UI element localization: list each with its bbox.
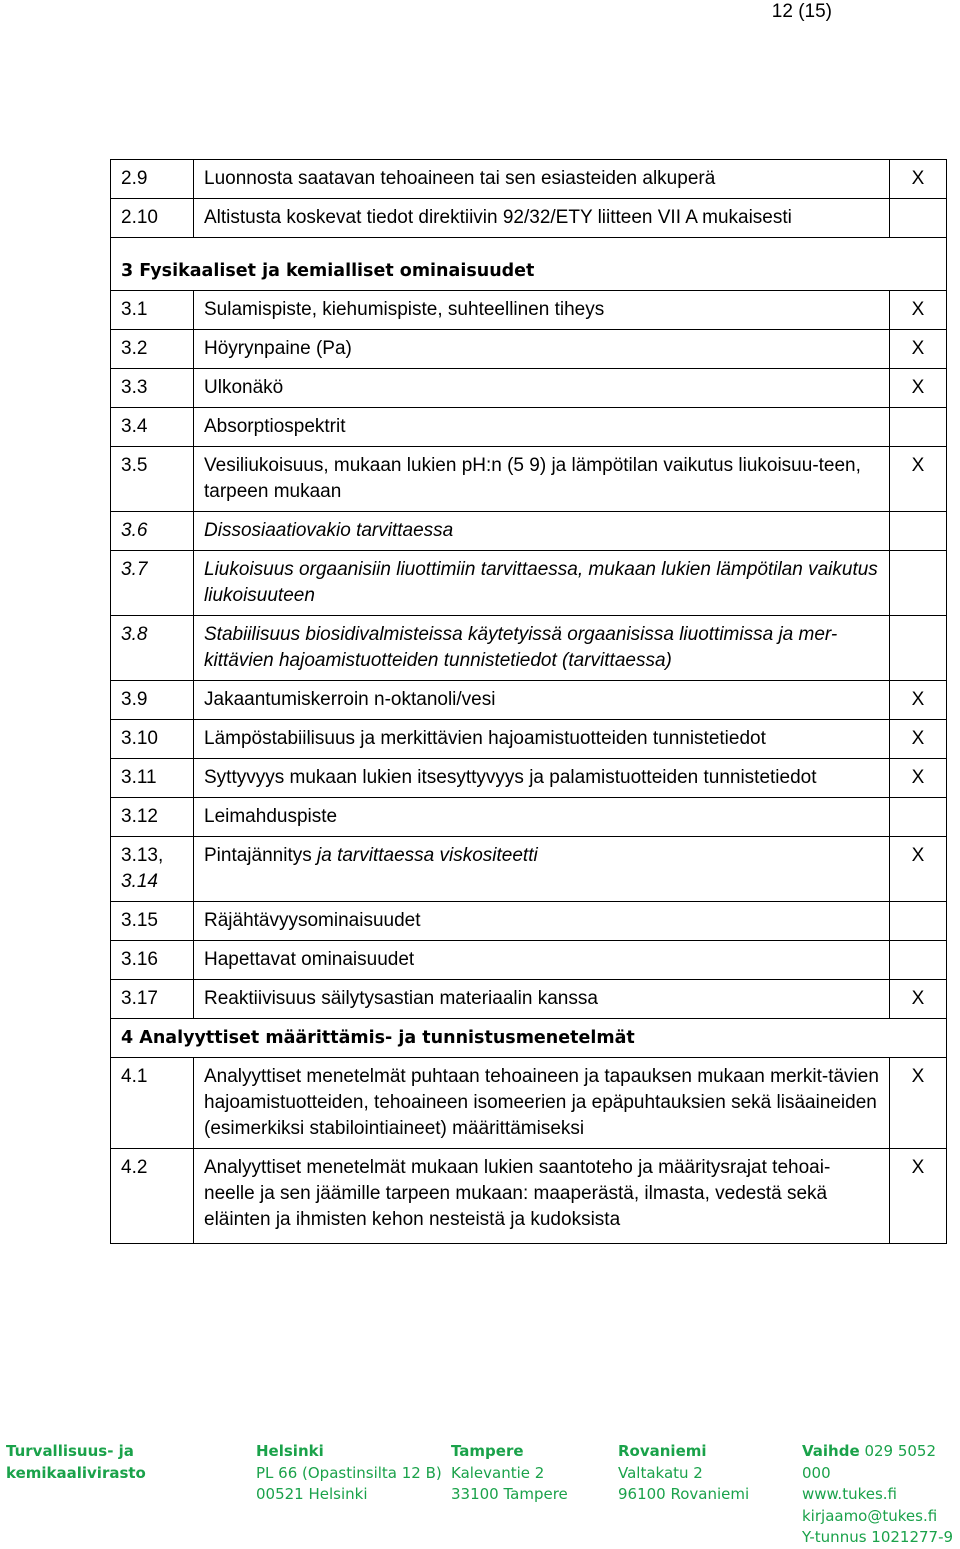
office-address: Valtakatu 2: [618, 1463, 703, 1482]
table-row: [111, 941, 947, 980]
row-number: 3.12: [111, 798, 194, 837]
row-text: Höyrynpaine (Pa): [194, 330, 890, 369]
row-mark: [890, 902, 947, 941]
phone-label: Vaihde: [802, 1442, 860, 1460]
row-text-italic: ja tarvittaessa viskositeetti: [317, 845, 538, 866]
row-mark: X: [890, 1058, 947, 1149]
section-heading-row: [111, 1019, 947, 1058]
row-mark: X: [890, 369, 947, 408]
row-number: 3.15: [111, 902, 194, 941]
phone-number: 029 5052 000: [802, 1442, 937, 1482]
table-row: [111, 837, 947, 902]
footer: [0, 1441, 960, 1546]
section-3-heading: 3 Fysikaaliset ja kemialliset ominaisuudet: [111, 238, 947, 291]
office-city: Helsinki: [256, 1442, 324, 1460]
footer-helsinki: [256, 1441, 442, 1506]
row-mark: [890, 199, 947, 238]
row-text: Luonnosta saatavan tehoaineen tai sen esiasteiden alkuperä: [194, 160, 890, 199]
row-number: 3.3: [111, 369, 194, 408]
row-number: 3.6: [111, 512, 194, 551]
row-number: 3.7: [111, 551, 194, 616]
office-city: Rovaniemi: [618, 1442, 707, 1460]
row-mark: [890, 941, 947, 980]
row-text: Analyyttiset menetelmät puhtaan tehoaineen ja tapauksen mukaan merkit-tävien hajoamistuotteiden, tehoaineen isomeerien ja epäpuhtauksien sekä lisäaineiden (esimerkiksi stabilointiaineet) määrittämiseksi: [194, 1058, 890, 1149]
row-mark: X: [890, 447, 947, 512]
row-text: Absorptiospektrit: [194, 408, 890, 447]
office-postal: 33100 Tampere: [451, 1485, 568, 1503]
row-number: 3.8: [111, 616, 194, 681]
row-number: 3.11: [111, 759, 194, 798]
table-row: [111, 720, 947, 759]
row-mark: X: [890, 681, 947, 720]
row-text: Räjähtävyysominaisuudet: [194, 902, 890, 941]
row-text: Syttyvyys mukaan lukien itsesyttyvyys ja palamistuotteiden tunnistetiedot: [194, 759, 890, 798]
footer-rovaniemi: [618, 1441, 749, 1506]
row-mark: X: [890, 1149, 947, 1244]
office-address: Kalevantie 2: [451, 1463, 545, 1482]
table-row: [111, 1149, 947, 1244]
row-text: Sulamispiste, kiehumispiste, suhteellinen tiheys: [194, 291, 890, 330]
email: kirjaamo@tukes.fi: [802, 1506, 938, 1525]
row-number: 3.9: [111, 681, 194, 720]
row-number: 3.10: [111, 720, 194, 759]
row-number-line-2: 3.14: [121, 871, 158, 892]
row-text: Ulkonäkö: [194, 369, 890, 408]
row-number: [111, 837, 194, 902]
table-row: [111, 1058, 947, 1149]
table-row: [111, 551, 947, 616]
row-text: Lämpöstabiilisuus ja merkittävien hajoamistuotteiden tunnistetiedot: [194, 720, 890, 759]
row-number: 3.1: [111, 291, 194, 330]
row-text: Stabiilisuus biosidivalmisteissa käytetyissä orgaanisissa liuottimissa ja mer-kittävien hajoamistuotteiden tunnistetiedot (tarvittaessa): [194, 616, 890, 681]
row-mark: X: [890, 330, 947, 369]
row-text: Vesiliukoisuus, mukaan lukien pH:n (5 9) ja lämpötilan vaikutus liukoisuu-teen, tarpeen mukaan: [194, 447, 890, 512]
office-postal: 96100 Rovaniemi: [618, 1485, 750, 1503]
section-heading-row: [111, 238, 947, 291]
agency-name-line-1: Turvallisuus- ja: [6, 1442, 134, 1460]
row-text: Hapettavat ominaisuudet: [194, 941, 890, 980]
office-city: Tampere: [451, 1442, 524, 1460]
phone-line: [802, 1441, 960, 1484]
website: www.tukes.fi: [802, 1485, 897, 1503]
table-row: [111, 369, 947, 408]
row-text: Liukoisuus orgaanisiin liuottimiin tarvittaessa, mukaan lukien lämpötilan vaikutus liukoisuuteen: [194, 551, 890, 616]
office-address: PL 66 (Opastinsilta 12 B): [256, 1463, 442, 1482]
table-row: [111, 759, 947, 798]
table-row: [111, 902, 947, 941]
row-number: 2.9: [111, 160, 194, 199]
row-mark: [890, 512, 947, 551]
row-mark: [890, 551, 947, 616]
footer-agency: [6, 1441, 146, 1484]
row-text: [194, 837, 890, 902]
table-row: [111, 798, 947, 837]
row-text: Leimahduspiste: [194, 798, 890, 837]
table-row: [111, 408, 947, 447]
page-number: 12 (15): [771, 1, 832, 22]
row-mark: X: [890, 759, 947, 798]
row-mark: [890, 798, 947, 837]
row-mark: X: [890, 720, 947, 759]
row-text: Reaktiivisuus säilytysastian materiaalin kanssa: [194, 980, 890, 1019]
row-text-plain: Pintajännitys: [204, 845, 312, 866]
row-text: Jakaantumiskerroin n-oktanoli/vesi: [194, 681, 890, 720]
row-number: 3.4: [111, 408, 194, 447]
row-mark: X: [890, 160, 947, 199]
table-row: [111, 512, 947, 551]
requirements-table: [110, 159, 947, 1244]
row-mark: X: [890, 291, 947, 330]
table-row: [111, 199, 947, 238]
row-number: 3.16: [111, 941, 194, 980]
row-mark: X: [890, 980, 947, 1019]
footer-contact: [802, 1441, 960, 1549]
table-row: [111, 980, 947, 1019]
office-postal: 00521 Helsinki: [256, 1485, 368, 1503]
table-row: [111, 681, 947, 720]
table-row: [111, 330, 947, 369]
table-row: [111, 160, 947, 199]
agency-name-line-2: kemikaalivirasto: [6, 1463, 146, 1482]
row-number: 4.1: [111, 1058, 194, 1149]
business-id: Y-tunnus 1021277-9: [802, 1528, 954, 1546]
row-mark: X: [890, 837, 947, 902]
row-text: Altistusta koskevat tiedot direktiivin 92/32/ETY liitteen VII A mukaisesti: [194, 199, 890, 238]
row-text: Analyyttiset menetelmät mukaan lukien saantoteho ja määritysrajat tehoai-neelle ja sen jäämille tarpeen mukaan: maaperästä, ilmasta, vedestä sekä eläinten ja ihmisten kehon nesteistä ja kudoksista: [194, 1149, 890, 1244]
row-number: 3.5: [111, 447, 194, 512]
row-number-line-1: 3.13,: [121, 845, 164, 866]
row-number: 3.2: [111, 330, 194, 369]
row-number: 4.2: [111, 1149, 194, 1244]
table-row: [111, 616, 947, 681]
footer-tampere: [451, 1441, 568, 1506]
section-4-heading: 4 Analyyttiset määrittämis- ja tunnistusmenetelmät: [111, 1019, 947, 1058]
row-mark: [890, 408, 947, 447]
table-row: [111, 291, 947, 330]
row-number: 2.10: [111, 199, 194, 238]
row-text: Dissosiaatiovakio tarvittaessa: [194, 512, 890, 551]
row-mark: [890, 616, 947, 681]
table-row: [111, 447, 947, 512]
row-number: 3.17: [111, 980, 194, 1019]
